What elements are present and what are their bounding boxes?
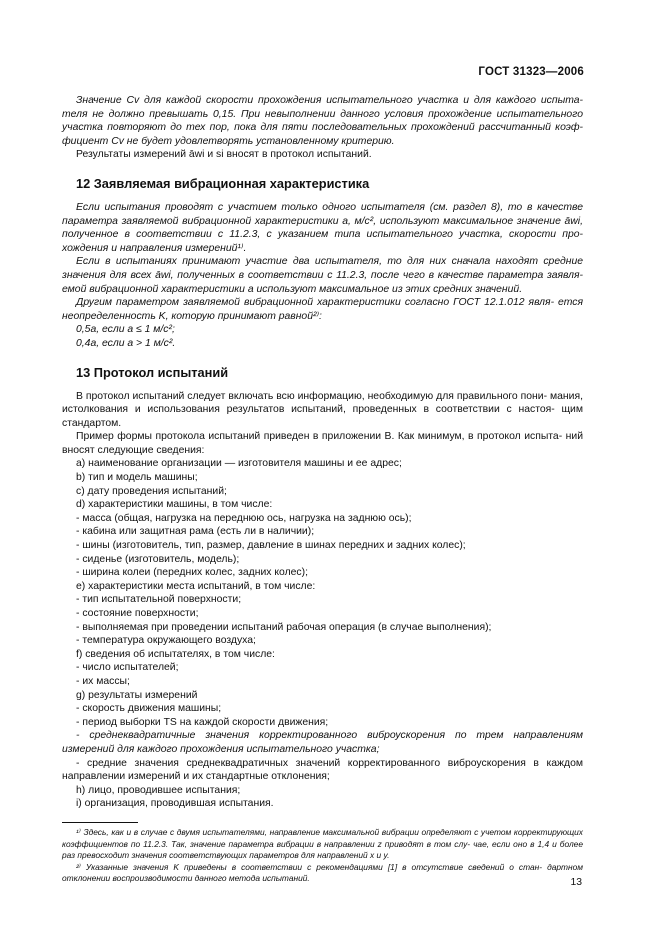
list-item: e) характеристики места испытаний, в том числе:	[76, 580, 316, 592]
list-item: - период выборки TS на каждой скорости движения;	[76, 716, 329, 728]
footnote-1: ¹⁾ Здесь, как и в случае с двумя испытателями, направление максимальной вибрации определяют с учетом корректирующих коэффициентов по 11.2.3. Так, значение параметра вибрации в направлении z приводят в том слу- чае, если оно в 1,4 и более раз превосходит значения соответствующих параметров для направлений x и y.	[62, 826, 583, 861]
section-13-paragraph-1: В протокол испытаний следует включать всю информацию, необходимую для правильного пони- мания, истолкования и использования результатов испытаний, проведенных в соответствии с настоя- щим стандартом.	[62, 390, 583, 429]
list-item: f) сведения об испытателях, в том числе:	[76, 648, 275, 660]
list-item: b) тип и модель машины;	[76, 472, 198, 484]
list-item: - масса (общая, нагрузка на переднюю ось, нагрузка на заднюю ось);	[76, 512, 412, 524]
list-item: - ширина колеи (передних колес, задних колес);	[76, 567, 308, 579]
list-item: - состояние поверхности;	[76, 608, 199, 619]
list-item: a) наименование организации — изготовителя машины и ее адрес;	[76, 458, 402, 470]
list-item: - скорость движения машины;	[76, 703, 222, 715]
list-item: - тип испытательной поверхности;	[76, 594, 242, 606]
paragraph-cv-criterion: Значение Cv для каждой скорости прохождения испытательного участка и для каждого испыта- теля не должно превышать 0,15. При невыполнении данного условия прохождение испытательного участка повторяют до тех пор, пока для пяти последовательных прохождений рассчитанный коэф- фициент Cv не будет удовлетворять установленному критерию.	[62, 95, 583, 147]
list-item: i) организация, проводившая испытания.	[76, 798, 274, 810]
section-12-paragraph-1: Если испытания проводят с участием только одного испытателя (см. раздел 8), то в качестве параметра заявляемой вибрационной характеристики a, м/с², используют максимальное значение āwi, полученное в соответствии с 11.2.3, с указанием типа испытательного участка, скорости про- хождения и направления измерений¹⁾.	[62, 201, 583, 254]
list-item: c) дату проведения испытаний;	[76, 485, 227, 497]
list-item: - сиденье (изготовитель, модель);	[76, 553, 240, 565]
page-content	[62, 94, 583, 885]
list-item: - шины (изготовитель, тип, размер, давление в шинах передних и задних колес);	[76, 540, 466, 552]
list-item-rms-values: - среднеквадратичные значения корректированного виброускорения по трем направлениям измерений для каждого прохождения испытательного участка;	[62, 730, 583, 755]
list-item: - их массы;	[76, 675, 130, 687]
section-12-title: 12 Заявляемая вибрационная характеристика	[76, 175, 370, 191]
list-item: - температура окружающего воздуха;	[76, 635, 256, 647]
list-item-mean-values: - средние значения среднеквадратичных значений корректированного виброускорения в каждом направлении измерений и их стандартные отклонения;	[62, 757, 583, 783]
standard-id: ГОСТ 31323—2006	[478, 66, 584, 78]
list-item: g) результаты измерений	[76, 689, 198, 701]
footnote-2: ²⁾ Указанные значения K приведены в соответствии с рекомендациями [1] в отсутствие сведений о стан- дартном отклонении воспроизводимости данного метода испытаний.	[62, 861, 583, 884]
uncertainty-case-1: 0,5a, если a ≤ 1 м/с²;	[76, 324, 175, 336]
list-item: d) характеристики машины, в том числе:	[76, 499, 273, 511]
list-item: h) лицо, проводившее испытания;	[76, 784, 241, 796]
list-item: - выполняемая при проведении испытаний рабочая операция (в случае выполнения);	[76, 621, 492, 633]
section-13-title: 13 Протокол испытаний	[76, 364, 229, 380]
section-13-paragraph-2: Пример формы протокола испытаний приведен в приложении В. Как минимум, в протокол испыта- ний вносят следующие сведения:	[62, 431, 583, 456]
uncertainty-case-2: 0,4a, если a > 1 м/с².	[76, 337, 176, 349]
page-number: 13	[570, 877, 582, 888]
list-item: - кабина или защитная рама (есть ли в наличии);	[76, 526, 315, 538]
list-item: - число испытателей;	[76, 662, 179, 674]
section-12-paragraph-2: Если в испытаниях принимают участие два испытателя, то для них сначала находят средние значения для всех āwi, полученных в соответствии с 11.2.3, после чего в качестве параметра заявля- емой вибрационной характеристики a используют максимальное из этих средних значений.	[62, 256, 583, 295]
section-12-paragraph-3: Другим параметром заявляемой вибрационной характеристики согласно ГОСТ 12.1.012 явля- ется неопределенность K, которую принимают равной²⁾:	[62, 297, 583, 322]
footnote-divider	[62, 822, 138, 823]
paragraph-results-recorded: Результаты измерений āwi и si вносят в протокол испытаний.	[76, 149, 372, 161]
